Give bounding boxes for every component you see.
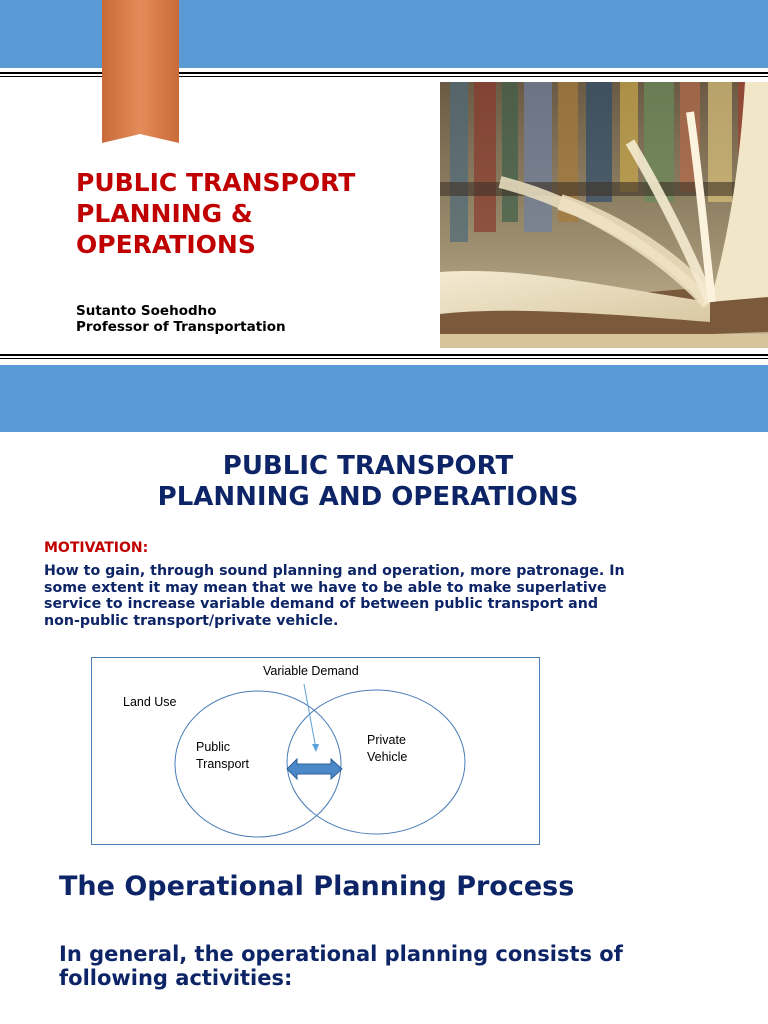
presentation-title: PUBLIC TRANSPORT PLANNING & OPERATIONS	[76, 168, 356, 259]
open-book-photo	[440, 82, 768, 348]
divider-line	[0, 354, 768, 356]
operational-planning-text: In general, the operational planning consists of following activities:	[59, 942, 623, 990]
divider-line	[0, 358, 768, 359]
middle-blue-band	[0, 365, 768, 432]
slide2-title-line2: PLANNING AND OPERATIONS	[157, 482, 579, 512]
public-transport-label: Public Transport	[196, 740, 250, 771]
slide2-title-line1: PUBLIC TRANSPORT	[222, 451, 514, 481]
author-role: Professor of Transportation	[76, 319, 286, 335]
private-vehicle-label: Private Vehicle	[367, 733, 408, 764]
venn-diagram	[91, 657, 540, 845]
author-block	[76, 303, 286, 335]
motivation-text: How to gain, through sound planning and operation, more patronage. In some extent it may mean that we have to be able to make superlative service to increase variable demand of between public transport and non-public transport/private vehicle.	[44, 563, 625, 629]
land-use-label: Land Use	[123, 695, 177, 709]
motivation-label: MOTIVATION:	[44, 540, 149, 556]
author-name: Sutanto Soehodho	[76, 303, 217, 319]
operational-planning-title: The Operational Planning Process	[59, 871, 575, 902]
variable-demand-label: Variable Demand	[263, 664, 359, 678]
double-arrow-icon	[287, 759, 342, 779]
variable-demand-pointer	[304, 684, 316, 749]
bookmark-ribbon-icon	[102, 0, 179, 143]
slide2-title	[0, 451, 736, 513]
